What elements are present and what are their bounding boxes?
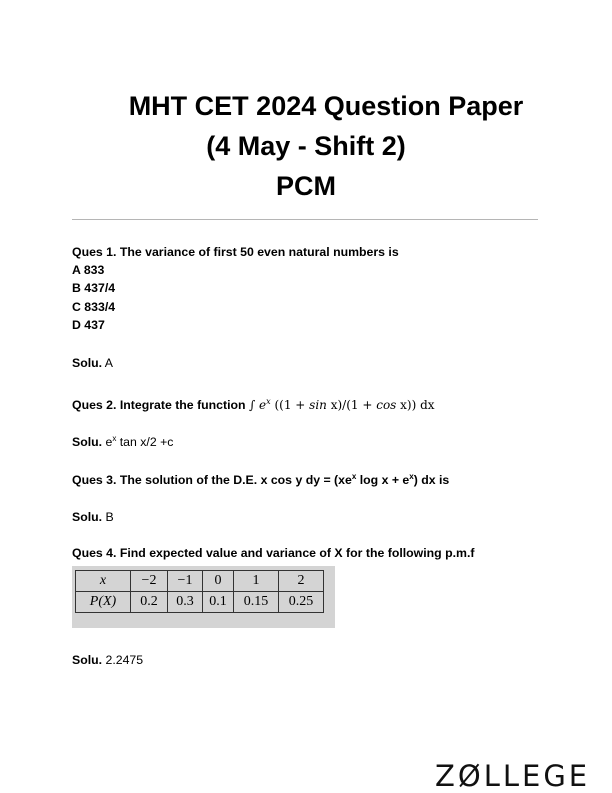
question-text: Find expected value and variance of X for the following p.m.f — [116, 546, 475, 560]
solution-label: Solu. — [72, 510, 103, 524]
table-cell: 1 — [234, 571, 279, 592]
table-cell: 0.2 — [131, 592, 168, 613]
solution-label: Solu. — [72, 653, 103, 667]
solution-text: A — [102, 356, 114, 370]
table-cell: 0.1 — [203, 592, 234, 613]
table-cell: x — [76, 571, 131, 592]
page-subtitle-subject: PCM — [276, 171, 336, 201]
question-4 — [72, 546, 474, 561]
page-subtitle-date: (4 May - Shift 2) — [206, 131, 406, 161]
solution-2: Solu. $e^x$ tan x/2 +c — [72, 433, 174, 449]
solution-text: 2.2475 — [102, 653, 144, 667]
table-cell: −1 — [168, 571, 203, 592]
table-cell: −2 — [131, 571, 168, 592]
option-b: B 437/4 — [72, 281, 116, 295]
option-c: C 833/4 — [72, 300, 116, 314]
zollege-logo: ZØLLEGE — [435, 759, 591, 793]
solution-text: B — [102, 510, 114, 524]
table-cell: 2 — [279, 571, 324, 592]
question-3: Ques 3. The solution of the D.E. x cos y dy = ($xe^x$ $\log x + e^x$) dx is — [72, 471, 450, 487]
question-label: Ques 2. — [72, 398, 117, 412]
integral-expression: ∫ $e^x$ ((1 + sin x)/(1 + cos x)) dx — [248, 397, 435, 412]
solution-label: Solu. — [72, 356, 103, 370]
question-label: Ques 4. — [72, 546, 117, 560]
solution-label: Solu. — [72, 435, 103, 449]
divider — [72, 219, 538, 220]
table-cell: 0 — [203, 571, 234, 592]
option-a: A 833 — [72, 263, 105, 277]
pmf-table — [75, 570, 324, 613]
question-text: The variance of first 50 even natural numbers is — [116, 245, 399, 259]
pmf-table-image — [72, 566, 335, 628]
question-text: Integrate the function — [116, 398, 249, 412]
table-row — [76, 571, 324, 592]
question-label: Ques 1. — [72, 245, 117, 259]
option-d: D 437 — [72, 318, 105, 332]
solution-1 — [72, 356, 113, 371]
solution-3 — [72, 510, 114, 525]
question-1 — [72, 245, 399, 260]
page-title: MHT CET 2024 Question Paper — [128, 91, 524, 121]
table-cell: 0.25 — [279, 592, 324, 613]
question-2 — [72, 398, 435, 413]
table-cell: 0.15 — [234, 592, 279, 613]
question-label: Ques 3. — [72, 473, 117, 487]
table-cell: P(X) — [76, 592, 131, 613]
solution-4 — [72, 653, 143, 668]
table-row — [76, 592, 324, 613]
table-cell: 0.3 — [168, 592, 203, 613]
